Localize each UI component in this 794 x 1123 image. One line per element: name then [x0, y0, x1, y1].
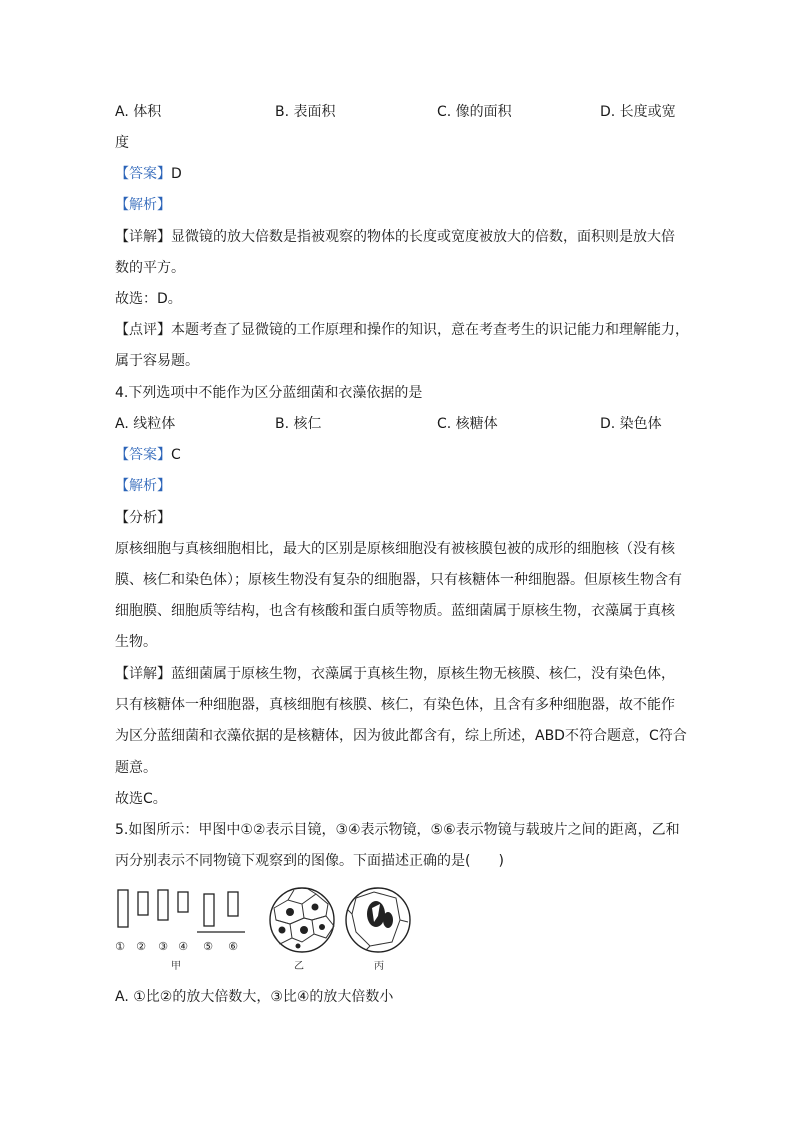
- view-bing-high-mag: [346, 888, 410, 952]
- detail-text: 蓝细菌属于原核生物，衣藻属于真核生物，原核生物无核膜、核仁，没有染色体，: [171, 666, 675, 682]
- figure-num-4: ④: [178, 940, 188, 953]
- objective-4: [178, 892, 188, 912]
- objective-3: [158, 890, 168, 920]
- objective-5-distance: [204, 894, 214, 926]
- figure-num-3: ③: [158, 940, 168, 953]
- q4-option-b: B. 核仁: [275, 416, 322, 432]
- analysis-tag: 【解析】: [115, 197, 171, 213]
- q3-analysis-tag: [115, 195, 171, 215]
- q4-choose: 故选C。: [115, 791, 167, 807]
- q5-stem-line-2: 丙分别表示不同物镜下观察到的图像。下面描述正确的是( ): [115, 853, 504, 869]
- view-yi-low-mag: [270, 888, 334, 952]
- q4-detail-line-1: [115, 664, 675, 684]
- q4-option-a: A. 线粒体: [115, 416, 176, 432]
- figure-label-jia: 甲: [171, 961, 181, 972]
- microscope-figure: [112, 880, 422, 975]
- detail-tag: 【详解】: [115, 666, 171, 682]
- answer-value: D: [171, 166, 182, 182]
- q3-answer: [115, 164, 182, 184]
- q3-detail-line-1: [115, 227, 675, 247]
- q4-analysis-tag: [115, 476, 171, 496]
- q4-option-c: C. 核糖体: [437, 416, 498, 432]
- eyepiece-1: [118, 890, 128, 927]
- comment-text: 本题考查了显微镜的工作原理和操作的知识，意在考查考生的识记能力和理解能力，: [171, 322, 689, 338]
- figure-label-bing: 丙: [374, 961, 384, 972]
- q3-detail-line-2: 数的平方。: [115, 260, 185, 276]
- q4-analyze-line-3: 细胞膜、细胞质等结构，也含有核酸和蛋白质等物质。蓝细菌属于原核生物，衣藻属于真核: [115, 603, 675, 619]
- comment-tag: 【点评】: [115, 322, 171, 338]
- answer-tag: 【答案】: [115, 166, 171, 182]
- figure-num-2: ②: [136, 940, 146, 953]
- answer-tag: 【答案】: [115, 447, 171, 463]
- q4-analyze-line-1: 原核细胞与真核细胞相比，最大的区别是原核细胞没有被核膜包被的成形的细胞核（没有核: [115, 541, 675, 557]
- q3-comment-line-2: 属于容易题。: [115, 353, 199, 369]
- figure-label-yi: 乙: [294, 961, 304, 972]
- objective-6-distance: [228, 892, 238, 916]
- q3-option-c: C. 像的面积: [437, 104, 512, 120]
- q4-answer: [115, 445, 181, 465]
- analysis-tag: 【解析】: [115, 478, 171, 494]
- q4-detail-line-4: 题意。: [115, 760, 157, 776]
- q4-analyze-line-4: 生物。: [115, 634, 157, 650]
- q4-detail-line-2: 只有核糖体一种细胞器，真核细胞有核膜、核仁，有染色体，且含有多种细胞器，故不能作: [115, 697, 675, 713]
- q4-option-d: D. 染色体: [600, 416, 662, 432]
- q3-options: [115, 102, 690, 122]
- figure-num-6: ⑥: [228, 940, 238, 953]
- q4-detail-line-3: 为区分蓝细菌和衣藻依据的是核糖体，因为彼此都含有，综上所述，ABD不符合题意，C符合: [115, 728, 687, 744]
- eyepiece-2: [138, 892, 148, 915]
- q5-option-a: A. ①比②的放大倍数大，③比④的放大倍数小: [115, 989, 394, 1005]
- q4-stem: 4.下列选项中不能作为区分蓝细菌和衣藻依据的是: [115, 385, 423, 401]
- lens-diagram-jia: [118, 890, 245, 932]
- detail-text: 显微镜的放大倍数是指被观察的物体的长度或宽度被放大的倍数，面积则是放大倍: [171, 229, 675, 245]
- q3-choose: 故选：D。: [115, 291, 182, 307]
- q4-analyze-tag: 【分析】: [115, 510, 171, 526]
- q3-option-wrap: 度: [115, 135, 129, 151]
- q3-option-d: D. 长度或宽: [600, 104, 676, 120]
- q3-option-b: B. 表面积: [275, 104, 336, 120]
- figure-num-5: ⑤: [203, 940, 213, 953]
- figure-num-1: ①: [115, 940, 125, 953]
- answer-value: C: [171, 447, 181, 463]
- q5-stem-line-1: 5.如图所示：甲图中①②表示目镜，③④表示物镜，⑤⑥表示物镜与载玻片之间的距离，乙和: [115, 822, 680, 838]
- q4-analyze-line-2: 膜、核仁和染色体）；原核生物没有复杂的细胞器，只有核糖体一种细胞器。但原核生物含有: [115, 572, 682, 588]
- detail-tag: 【详解】: [115, 229, 171, 245]
- q3-comment-line-1: [115, 320, 689, 340]
- q4-options: [115, 414, 690, 434]
- q3-option-a: A. 体积: [115, 104, 162, 120]
